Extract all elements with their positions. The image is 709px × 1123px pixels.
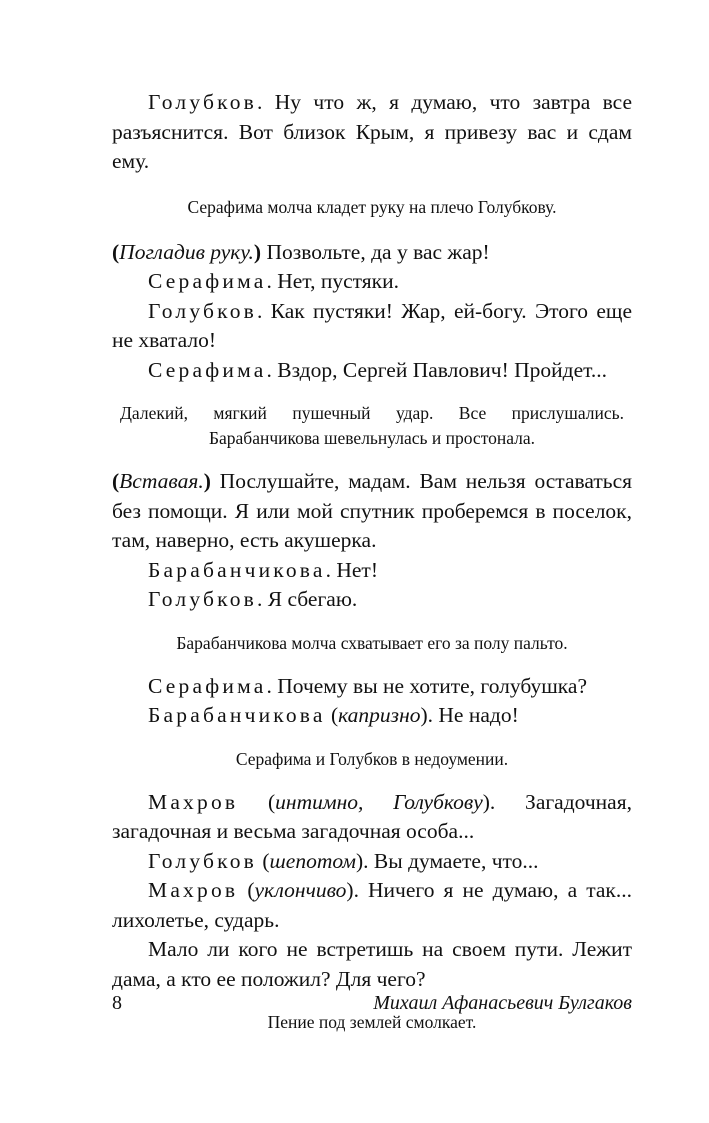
remark-text: шепотом (269, 848, 356, 873)
speaker-name: Голубков (148, 587, 257, 611)
stage-direction: Серафима и Голубков в недоумении. (235, 748, 509, 769)
stage-direction: Серафима молча кладет руку на плечо Голубкову. (187, 196, 557, 217)
remark-open: ( (325, 703, 339, 727)
stage-direction: Барабанчикова молча схватывает его за полу пальто. (176, 632, 568, 653)
dialogue-text: . Вздор, Сергей Павлович! Пройдет... (266, 357, 608, 382)
paren-open: ( (112, 239, 120, 264)
dialogue-line (112, 876, 632, 935)
remark-text: Погладив руку. (119, 239, 254, 264)
dialogue-line (112, 467, 632, 556)
dialogue-text: ). Загадочная, загадочная и весьма загадочная особа... (112, 789, 632, 843)
speaker-name: Голубков (148, 298, 257, 323)
remark-open: ( (238, 878, 255, 902)
speaker-name: Барабанчикова (148, 557, 326, 582)
dialogue-line (112, 267, 632, 297)
running-author: Михаил Афанасьевич Булгаков (373, 992, 632, 1014)
remark-text: капризно (338, 703, 421, 727)
page-body (112, 88, 632, 1049)
page-number: 8 (112, 992, 122, 1014)
remark-text: уклончиво (254, 878, 347, 902)
dialogue-line (112, 238, 632, 268)
dialogue-line (112, 788, 632, 847)
speaker-name: Серафима (148, 673, 267, 698)
dialogue-line (112, 585, 632, 615)
speaker-name: Махров (148, 878, 239, 902)
dialogue-text: . Нет, пустяки. (266, 269, 399, 293)
dialogue-text: . Нет! (325, 557, 378, 582)
stage-direction: Пение под землей смолкает. (267, 1012, 477, 1032)
speaker-name: Серафима (148, 357, 267, 382)
dialogue-line (112, 847, 632, 877)
dialogue-text: . Как пустяки! Жар, ей-богу. Этого еще не хватало! (112, 298, 632, 352)
dialogue-text: ). Не надо! (420, 703, 519, 727)
stage-direction: Далекий, мягкий пушечный удар. Все прислушались. Барабанчикова шевельнулась и простонала. (120, 403, 624, 448)
remark-text: Вставая. (119, 469, 204, 493)
dialogue-text: . Я сбегаю. (257, 587, 358, 611)
speaker-name: Махров (148, 789, 239, 814)
speaker-name: Голубков (148, 848, 257, 873)
dialogue-line (112, 88, 632, 177)
dialogue-text: Мало ли кого не встретишь на своем пути. Лежит дама, а кто ее положил? Для чего? (112, 937, 632, 991)
paren-open: ( (112, 469, 120, 493)
dialogue-text: ). Вы думаете, что... (356, 848, 539, 873)
page-footer (112, 990, 632, 1016)
dialogue-text: Позвольте, да у вас жар! (261, 239, 490, 264)
paren-close: ) (203, 469, 211, 493)
dialogue-line (112, 297, 632, 356)
remark-text: интимно, Голубкову (275, 789, 483, 814)
dialogue-line (112, 356, 632, 386)
dialogue-line (112, 935, 632, 994)
remark-open: ( (257, 848, 270, 873)
speaker-name: Серафима (148, 269, 267, 293)
dialogue-text: ). Ничего я не думаю, а так... лихолетье, сударь. (112, 878, 632, 932)
dialogue-line (112, 556, 632, 586)
dialogue-text: . Ну что ж, я думаю, что завтра все разъяснится. Вот близок Крым, я привезу вас и сдам ему. (112, 90, 632, 173)
dialogue-line (112, 672, 632, 702)
dialogue-text: . Почему вы не хотите, голубушка? (266, 673, 588, 698)
remark-open: ( (238, 789, 276, 814)
dialogue-text: Послушайте, мадам. Вам нельзя оставаться без помощи. Я или мой спутник проберемся в поселок, там, наверно, есть акушерка. (112, 469, 632, 552)
paren-close: ) (253, 239, 262, 264)
speaker-name: Голубков (148, 90, 257, 114)
dialogue-line (112, 701, 632, 731)
speaker-name: Барабанчикова (148, 703, 326, 727)
